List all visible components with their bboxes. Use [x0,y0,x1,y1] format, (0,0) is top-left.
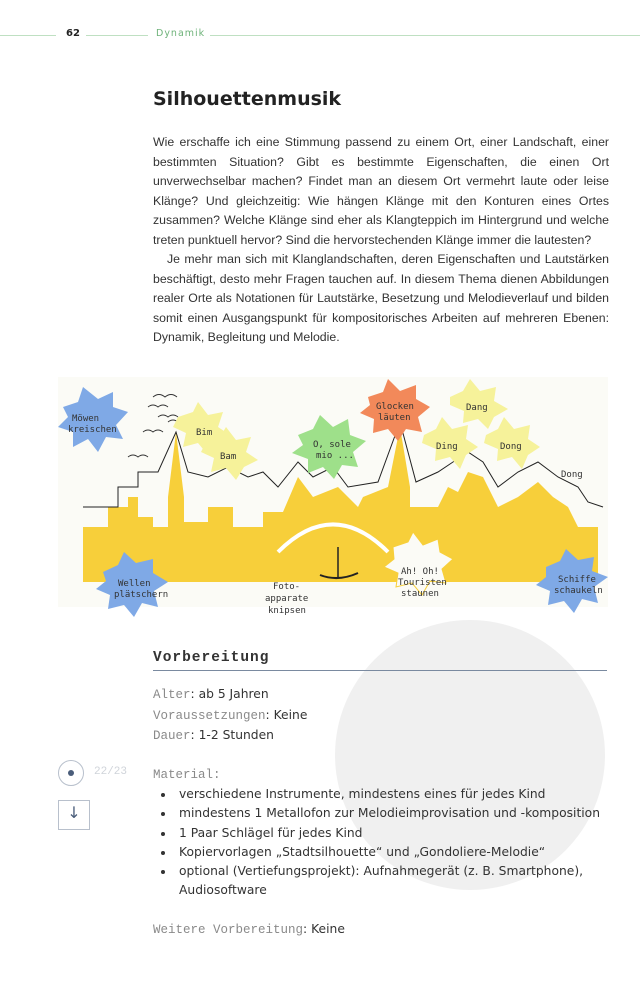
label-foto-2: apparate [265,594,309,604]
section-title: Dynamik [156,28,206,39]
label-touristen-3: staunen [401,589,439,599]
requirements-row: Voraussetzungen: Keine [153,707,308,723]
label-dong-1: Dong [500,442,522,452]
preparation-section [153,650,607,940]
requirements-label: Voraussetzungen [153,708,266,723]
list-item: • mindestens 1 Metallofon zur Melodieimprovisation und -komposition [175,804,607,823]
cd-icon [58,760,84,786]
duration-row: Dauer: 1-2 Stunden [153,728,274,743]
age-row: Alter: ab 5 Jahren [153,687,269,702]
paragraph: Je mehr man sich mit Klanglandschaften, deren Eigenschaften und Lautstärken beschäftigt, desto mehr Fragen tauchen auf. In diesem Thema dienen Abbildungen realer Orte als Notationen für Lautstärke, Besetzung und Melodieverlauf und bilden somit einen Ausgangspunkt für kompositorisches Arbeiten auf mehreren Ebenen: Dynamik, Begleitung und Melodie. [153,252,609,344]
list-item: • optional (Vertiefungsprojekt): Aufnahmegerät (z. B. Smartphone), Audiosoftware [175,862,607,901]
list-item: • 1 Paar Schlägel für jedes Kind [175,824,607,843]
further-prep-label: Weitere Vorbereitung [153,922,304,937]
label-foto-3: knipsen [268,606,306,616]
page-header [0,27,640,43]
paragraph: Wie erschaffe ich eine Stimmung passend zu einem Ort, einer Landschaft, einer bestimmten Situation? Gibt es bestimmte Eigenschaften, die einen Ort unverwechselbar machen? Findet man an diesem Ort vermehrt laute oder leise Klänge? Und gleichzeitig: Wie hängen Klänge mit den Konturen eines Ortes zusammen? Welche Klänge sind eher als Klangteppich im Hintergrund und welche treten punktuell hervor? Sind die hervorstechenden Klänge immer die lautesten? [153,135,609,247]
label-glocken-2: läuten [378,413,411,423]
further-prep-value: Keine [311,921,345,936]
label-foto-1: Foto- [273,582,301,592]
header-rule [86,35,148,36]
label-touristen-2: Touristen [398,578,447,588]
media-sidebar [58,760,127,830]
duration-label: Dauer [153,729,191,743]
label-dong-2: Dong [561,470,583,480]
label-moewen-2: kreischen [68,425,117,435]
label-ding: Ding [436,442,458,452]
intro-text [153,133,609,348]
list-item: • Kopiervorlagen „Stadtsilhouette“ und „Gondoliere-Melodie“ [175,843,607,862]
header-rule [0,35,56,36]
header-rule [210,35,640,36]
label-touristen-1: Ah! Oh! [401,567,439,577]
label-sole-1: O, sole [313,440,351,450]
label-schiffe-1: Schiffe [558,575,596,585]
label-moewen-1: Möwen [72,414,100,424]
further-prep-row: Weitere Vorbereitung: Keine [153,921,345,937]
material-label: Material: [153,767,221,782]
track-numbers: 22/23 [94,766,128,778]
label-wellen-1: Wellen [118,579,151,589]
age-label: Alter [153,688,191,702]
label-schiffe-2: schaukeln [554,586,603,596]
label-glocken-1: Glocken [376,402,414,412]
download-icon[interactable]: ↓ [58,800,90,830]
requirements-value: Keine [273,707,308,722]
label-bim: Bim [196,428,213,438]
age-value: ab 5 Jahren [198,687,269,701]
label-bam: Bam [220,452,237,462]
label-sole-2: mio ... [316,451,354,461]
city-silhouette-illustration [58,377,608,617]
duration-value: 1-2 Stunden [198,728,274,742]
label-dang: Dang [466,403,488,413]
preparation-heading: Vorbereitung [153,650,607,671]
material-list [153,785,607,901]
page-title: Silhouettenmusik [153,88,342,110]
list-item: • verschiedene Instrumente, mindestens eines für jedes Kind [175,785,607,804]
page-number: 62 [66,28,80,39]
label-wellen-2: plätschern [114,590,169,600]
